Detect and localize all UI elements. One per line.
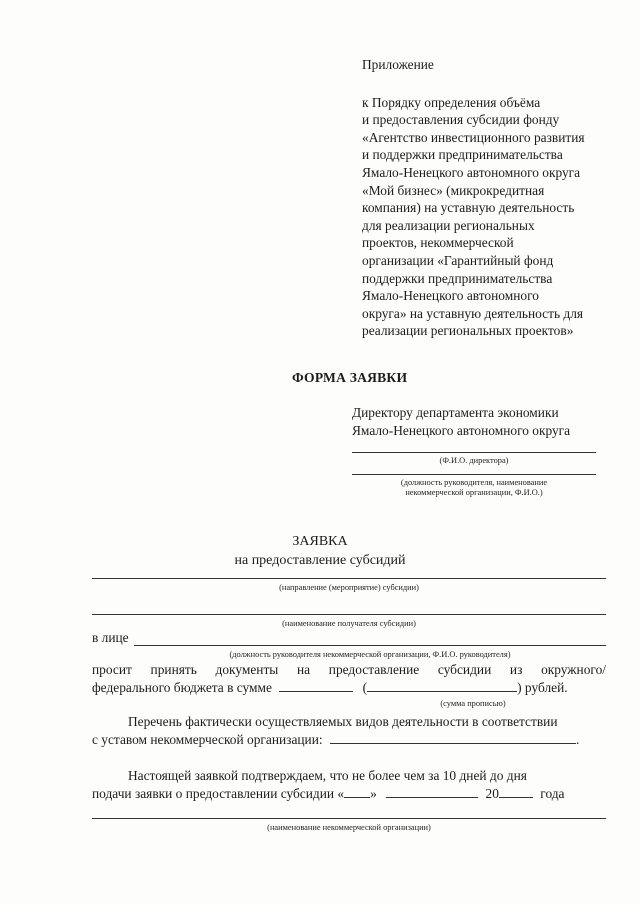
head-name-caption (352, 478, 596, 498)
amount-open-paren: ( (362, 680, 368, 695)
director-name-blank[interactable] (352, 452, 596, 453)
recipient-caption: (наименование получателя субсидии) (282, 619, 416, 628)
annex-block (362, 56, 624, 340)
annex-line: реализации региональных проектов» (362, 323, 574, 339)
annex-line: Ямало-Ненецкого автономного округа (362, 164, 581, 180)
annex-line: для реализации региональных (362, 217, 535, 233)
activities-period: . (575, 732, 580, 747)
annex-line: округа» на уставную деятельность для (362, 305, 584, 321)
head-caption-line: некоммерческой организации, Ф.И.О.) (405, 488, 543, 497)
request-line: просит принять документы на предоставление субсидии из окружного/ (92, 662, 606, 677)
amount-words-caption: (сумма прописью) (440, 699, 506, 708)
head-name-blank[interactable] (352, 474, 596, 475)
annex-title: Приложение (362, 57, 434, 72)
amount-digits-blank[interactable] (279, 679, 353, 692)
recipient-blank[interactable] (92, 614, 606, 615)
annex-line: Ямало-Ненецкого автономного (362, 288, 539, 304)
annex-line: «Мой бизнес» (микрокредитная (362, 182, 545, 198)
head-caption-line: (должность руководителя, наименование (400, 478, 548, 487)
subsidy-direction-blank[interactable] (92, 578, 606, 579)
activities-blank[interactable] (330, 731, 576, 744)
org-name-blank[interactable] (92, 818, 606, 819)
director-name-caption: (Ф.И.О. директора) (439, 456, 509, 465)
activities-line: Перечень фактически осуществляемых видов деятельности в соответствии (128, 714, 558, 729)
amount-words-blank[interactable] (367, 679, 517, 692)
request-amount-line (92, 679, 606, 697)
annex-line: и поддержки предпринимательства (362, 147, 563, 163)
addressee-line: Ямало-Ненецкого автономного округа (352, 423, 571, 438)
year-label: года (540, 786, 565, 801)
confirm-date-line (92, 785, 606, 803)
confirm-date-label: подачи заявки о предоставлении субсидии « (92, 786, 345, 801)
annex-line: поддержки предпринимательства (362, 270, 553, 286)
annex-line: «Агентство инвестиционного развития (362, 129, 585, 145)
head-position-caption: (должность руководителя некоммерческой организации, Ф.И.О. руководителя) (229, 650, 511, 659)
amount-rubles-label: ) рублей. (517, 680, 568, 695)
request-amount-label: федерального бюджета в сумме (92, 680, 272, 695)
annex-line: проектов, некоммерческой (362, 235, 514, 251)
annex-line: и предоставления субсидии фонду (362, 112, 560, 128)
activities-charter-label: с уставом некоммерческой организации: (92, 732, 323, 747)
annex-line: компания) на уставную деятельность (362, 200, 575, 216)
subsidy-direction-caption: (направление (мероприятие) субсидии) (279, 583, 419, 592)
activities-charter-line (92, 731, 606, 749)
org-name-caption: (наименование некоммерческой организации) (267, 823, 431, 832)
addressee-block (352, 404, 612, 440)
quote-close: » (370, 786, 377, 801)
annex-line: организации «Гарантийный фонд (362, 252, 554, 268)
in-person-label: в лице (92, 630, 129, 645)
year-blank[interactable] (499, 785, 533, 798)
year-prefix: 20 (485, 786, 499, 801)
head-position-blank[interactable] (134, 645, 606, 646)
addressee-line: Директору департамента экономики (352, 405, 559, 420)
month-blank[interactable] (386, 785, 478, 798)
day-blank[interactable] (344, 785, 370, 798)
form-title: ФОРМА ЗАЯВКИ (292, 370, 408, 385)
confirm-line: Настоящей заявкой подтверждаем, что не более чем за 10 дней до дня (128, 768, 527, 783)
application-subtitle: на предоставление субсидий (234, 553, 406, 568)
annex-line: к Порядку определения объёма (362, 94, 541, 110)
application-title: ЗАЯВКА (292, 534, 348, 549)
annex-text (362, 94, 624, 340)
